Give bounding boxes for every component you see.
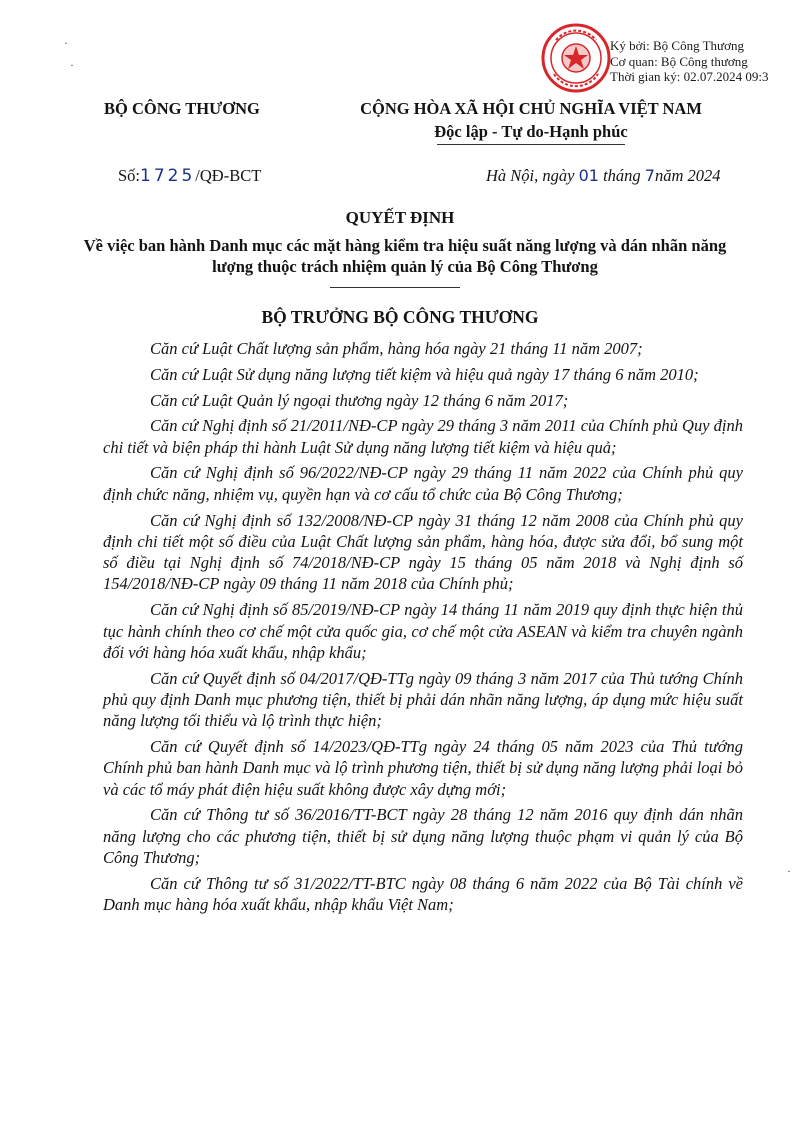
legal-basis-paragraph: Căn cứ Nghị định số 85/2019/NĐ-CP ngày 14 tháng 11 năm 2019 quy định thực hiện thủ tục hành chính theo cơ chế một cửa quốc gia, cơ chế một cửa ASEAN và kiểm tra chuyên ngành đối với hàng hóa xuất khẩu, nhập khẩu; — [103, 600, 743, 662]
national-title: CỘNG HÒA XÃ HỘI CHỦ NGHĨA VIỆT NAM — [360, 99, 702, 118]
scan-speck: · — [64, 36, 68, 50]
signature-signer: Ký bởi: Bộ Công Thương — [610, 38, 744, 53]
national-motto: Độc lập - Tự do-Hạnh phúc — [434, 122, 628, 141]
issuing-authority: BỘ TRƯỞNG BỘ CÔNG THƯƠNG — [261, 307, 539, 327]
scan-speck: · — [70, 58, 74, 72]
signature-agency: Cơ quan: Bộ Công thương — [610, 53, 748, 69]
legal-basis-paragraph: Căn cứ Luật Sử dụng năng lượng tiết kiệm và hiệu quả ngày 17 tháng 6 năm 2010; — [150, 364, 699, 384]
date-month-handwritten: 7 — [644, 166, 655, 185]
document-title: QUYẾT ĐỊNH — [345, 208, 455, 227]
legal-basis-paragraph: Căn cứ Thông tư số 31/2022/TT-BTC ngày 08 tháng 6 năm 2022 của Bộ Tài chính về Danh mục hàng hóa xuất khẩu, nhập khẩu Việt Nam; — [103, 873, 743, 915]
subtitle-underline — [330, 287, 460, 288]
signature-time: Thời gian ký: 02.07.2024 09:3 — [610, 69, 769, 84]
document-number — [118, 166, 261, 186]
legal-basis-paragraph: Căn cứ Quyết định số 14/2023/QĐ-TTg ngày 24 tháng 05 năm 2023 của Thủ tướng Chính phủ ban hành Danh mục và lộ trình phương tiện, thiết bị sử dụng năng lượng phải loại bỏ và các tổ máy phát điện hiệu suất không được xây dựng mới; — [103, 737, 743, 799]
document-subtitle: Về việc ban hành Danh mục các mặt hàng kiểm tra hiệu suất năng lượng và dán nhãn năng lượng thuộc trách nhiệm quản lý của Bộ Công Thương — [83, 236, 727, 276]
motto-underline — [437, 144, 625, 145]
digital-signature-info — [610, 38, 769, 85]
issue-date — [486, 166, 721, 186]
doc-number-suffix: /QĐ-BCT — [195, 166, 262, 185]
doc-number-prefix: Số: — [118, 166, 141, 185]
date-place: Hà Nội, ngày — [486, 166, 579, 185]
legal-basis-paragraph: Căn cứ Luật Chất lượng sản phẩm, hàng hóa ngày 21 tháng 11 năm 2007; — [150, 339, 643, 358]
issuing-organization: BỘ CÔNG THƯƠNG — [104, 99, 260, 118]
date-month-word: tháng — [598, 166, 645, 185]
legal-basis-paragraph: Căn cứ Quyết định số 04/2017/QĐ-TTg ngày 09 tháng 3 năm 2017 của Thủ tướng Chính phủ quy định Danh mục phương tiện, thiết bị phải dán nhãn năng lượng, áp dụng mức hiệu suất năng lượng tối thiểu và lộ trình thực hiện; — [103, 668, 743, 731]
legal-basis-paragraph: Căn cứ Luật Quản lý ngoại thương ngày 12 tháng 6 năm 2017; — [150, 390, 569, 410]
legal-basis-list — [103, 338, 743, 920]
date-year: năm 2024 — [654, 166, 721, 185]
legal-basis-paragraph: Căn cứ Nghị định số 132/2008/NĐ-CP ngày 31 tháng 12 năm 2008 của Chính phủ quy định chi tiết một số điều của Luật Chất lượng sản phẩm, hàng hóa, được sửa đổi, bổ sung một số điều tại Nghị định số 74/2018/NĐ-CP ngày 15 tháng 05 năm 2018 và Nghị định số 154/2018/NĐ-CP ngày 09 tháng 11 năm 2018 của Chính phủ; — [103, 510, 743, 594]
date-day-handwritten: 01 — [578, 166, 599, 185]
red-seal-stamp — [540, 22, 612, 94]
legal-basis-paragraph: Căn cứ Nghị định số 96/2022/NĐ-CP ngày 29 tháng 11 năm 2022 của Chính phủ quy định chức năng, nhiệm vụ, quyền hạn và cơ cấu tổ chức của Bộ Công Thương; — [103, 463, 743, 504]
legal-basis-paragraph: Căn cứ Nghị định số 21/2011/NĐ-CP ngày 29 tháng 3 năm 2011 của Chính phủ Quy định chi tiết và biện pháp thi hành Luật Sử dụng năng lượng tiết kiệm và hiệu quả; — [103, 416, 743, 457]
doc-number-handwritten: 1725 — [140, 166, 196, 186]
scan-speck: · — [787, 864, 791, 878]
legal-basis-paragraph: Căn cứ Thông tư số 36/2016/TT-BCT ngày 28 tháng 12 năm 2016 quy định dán nhãn năng lượng cho các phương tiện, thiết bị sử dụng năng lượng thuộc phạm vi quản lý của Bộ Công Thương; — [103, 805, 743, 868]
